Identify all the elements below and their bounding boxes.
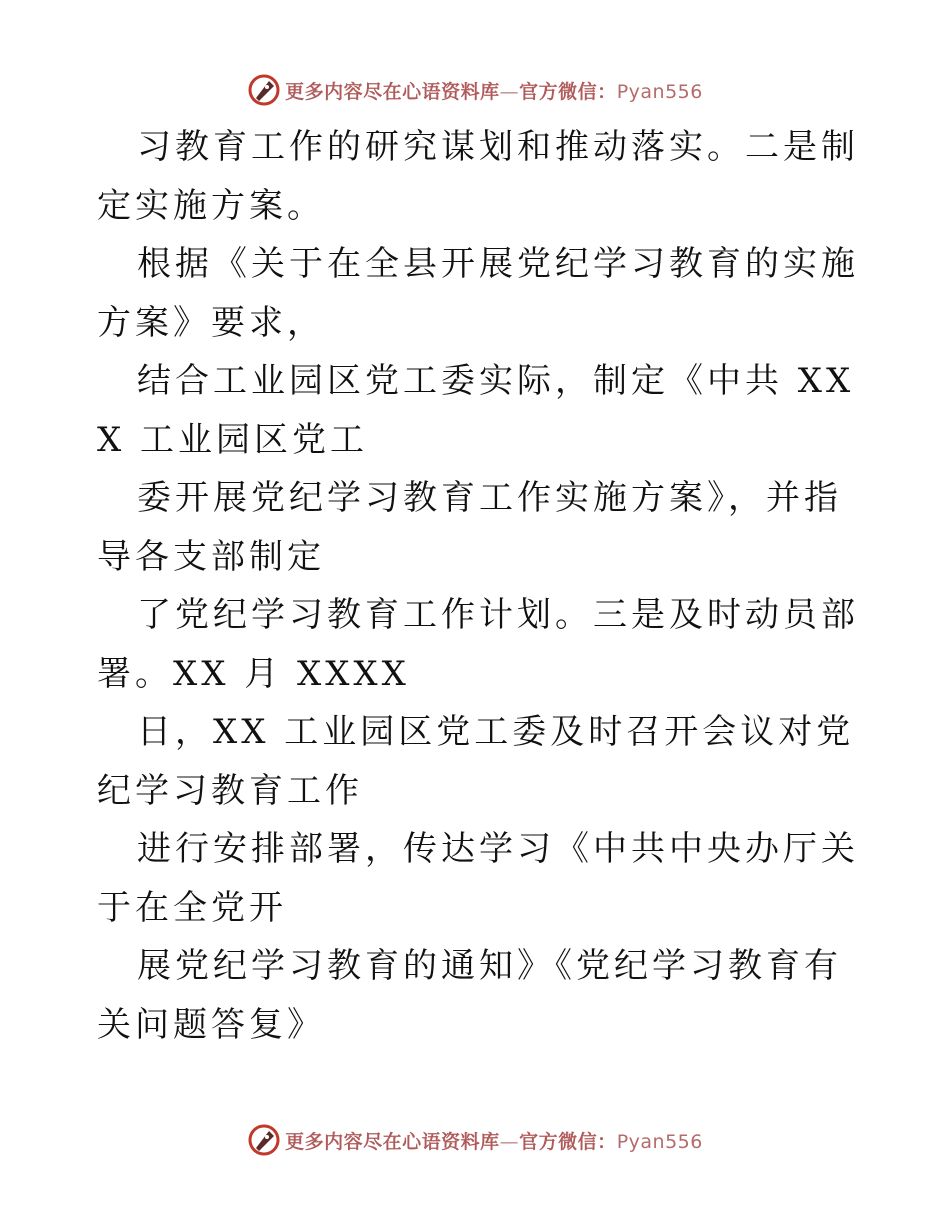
header-watermark <box>0 70 950 110</box>
paragraph: 结合工业园区党工委实际，制定《中共 XXX 工业园区党工 <box>97 361 855 460</box>
document-body <box>97 118 867 1054</box>
header-contact-id: Pyan556 <box>616 80 703 103</box>
paragraph: 展党纪学习教育的通知》《党纪学习教育有关问题答复》 <box>97 946 842 1045</box>
header-contact-label: 官方微信： <box>519 80 617 103</box>
paragraph: 了党纪学习教育工作计划。三是及时动员部署。XX 月 XXXX <box>97 595 859 694</box>
header-brand-text: 更多内容尽在心语资料库 <box>285 80 500 103</box>
paragraph: 习教育工作的研究谋划和推动落实。二是制定实施方案。 <box>97 127 859 226</box>
pen-nib-logo-icon <box>247 1123 281 1157</box>
footer-separator: — <box>499 1130 520 1153</box>
footer-contact-id: Pyan556 <box>616 1130 703 1153</box>
header-separator: — <box>499 80 520 103</box>
footer-contact-label: 官方微信： <box>519 1130 617 1153</box>
paragraph: 进行安排部署，传达学习《中共中央办厅关于在全党开 <box>97 829 859 928</box>
paragraph: 委开展党纪学习教育工作实施方案》，并指导各支部制定 <box>97 478 842 577</box>
footer-watermark <box>0 1120 950 1160</box>
pen-nib-logo-icon <box>247 73 281 107</box>
footer-brand-text: 更多内容尽在心语资料库 <box>285 1130 500 1153</box>
paragraph: 日，XX 工业园区党工委及时召开会议对党纪学习教育工作 <box>97 712 855 811</box>
paragraph: 根据《关于在全县开展党纪学习教育的实施方案》要求， <box>97 244 859 343</box>
footer-banner-text <box>285 1127 703 1154</box>
header-banner-text <box>285 77 703 104</box>
